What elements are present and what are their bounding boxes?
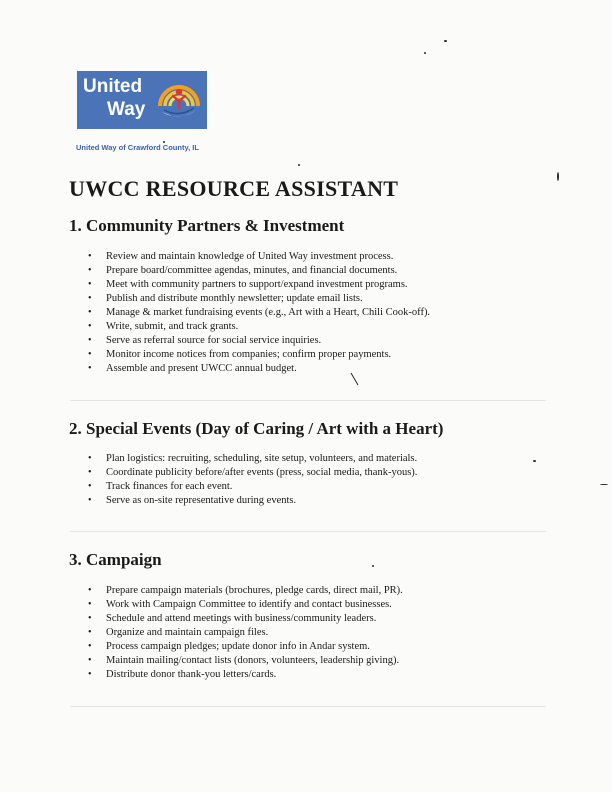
- section-divider: [70, 531, 546, 532]
- united-way-emblem-icon: [156, 74, 202, 124]
- scan-speck: [444, 40, 447, 42]
- list-item: • Prepare board/committee agendas, minutes, and financial documents.: [88, 264, 430, 278]
- section-list-community-partners: [88, 250, 430, 376]
- scan-speck: [533, 460, 536, 462]
- organization-subtitle: United Way of Crawford County, IL: [76, 143, 199, 152]
- section-heading-community-partners: 1. Community Partners & Investment: [69, 216, 345, 235]
- logo-word-united: United: [83, 76, 143, 97]
- section-divider: [70, 706, 546, 707]
- list-item: • Prepare campaign materials (brochures, pledge cards, direct mail, PR).: [88, 584, 403, 598]
- scan-speck: [372, 565, 374, 567]
- list-item: • Write, submit, and track grants.: [88, 320, 430, 334]
- section-divider: [70, 400, 546, 401]
- list-item: • Work with Campaign Committee to identify and contact businesses.: [88, 598, 403, 612]
- list-item: • Process campaign pledges; update donor info in Andar system.: [88, 640, 403, 654]
- scan-speck: [298, 164, 300, 166]
- page-title: UWCC RESOURCE ASSISTANT: [69, 176, 399, 201]
- list-item: • Organize and maintain campaign files.: [88, 626, 403, 640]
- list-item: • Coordinate publicity before/after events (press, social media, thank-yous).: [88, 466, 417, 480]
- list-item: • Serve as referral source for social service inquiries.: [88, 334, 430, 348]
- scan-speck: [557, 172, 559, 181]
- list-item: • Monitor income notices from companies; confirm proper payments.: [88, 348, 430, 362]
- scan-speck: [424, 52, 426, 54]
- list-item: • Plan logistics: recruiting, scheduling, site setup, volunteers, and materials.: [88, 452, 417, 466]
- section-heading-campaign: 3. Campaign: [69, 550, 162, 569]
- list-item: • Manage & market fundraising events (e.g., Art with a Heart, Chili Cook-off).: [88, 306, 430, 320]
- list-item: • Maintain mailing/contact lists (donors, volunteers, leadership giving).: [88, 654, 403, 668]
- list-item: • Publish and distribute monthly newsletter; update email lists.: [88, 292, 430, 306]
- list-item: • Distribute donor thank-you letters/cards.: [88, 668, 403, 682]
- section-list-campaign: [88, 584, 403, 682]
- united-way-logo: [77, 71, 207, 129]
- section-list-special-events: [88, 452, 417, 508]
- list-item: • Track finances for each event.: [88, 480, 417, 494]
- list-item: • Meet with community partners to support/expand investment programs.: [88, 278, 430, 292]
- section-heading-special-events: 2. Special Events (Day of Caring / Art with a Heart): [69, 419, 444, 438]
- scan-speck: [600, 484, 608, 485]
- logo-word-way: Way: [107, 99, 146, 120]
- list-item: • Review and maintain knowledge of United Way investment process.: [88, 250, 430, 264]
- scan-speck: [163, 141, 165, 143]
- list-item: • Serve as on-site representative during events.: [88, 494, 417, 508]
- list-item: • Schedule and attend meetings with business/community leaders.: [88, 612, 403, 626]
- list-item: • Assemble and present UWCC annual budget.: [88, 362, 430, 376]
